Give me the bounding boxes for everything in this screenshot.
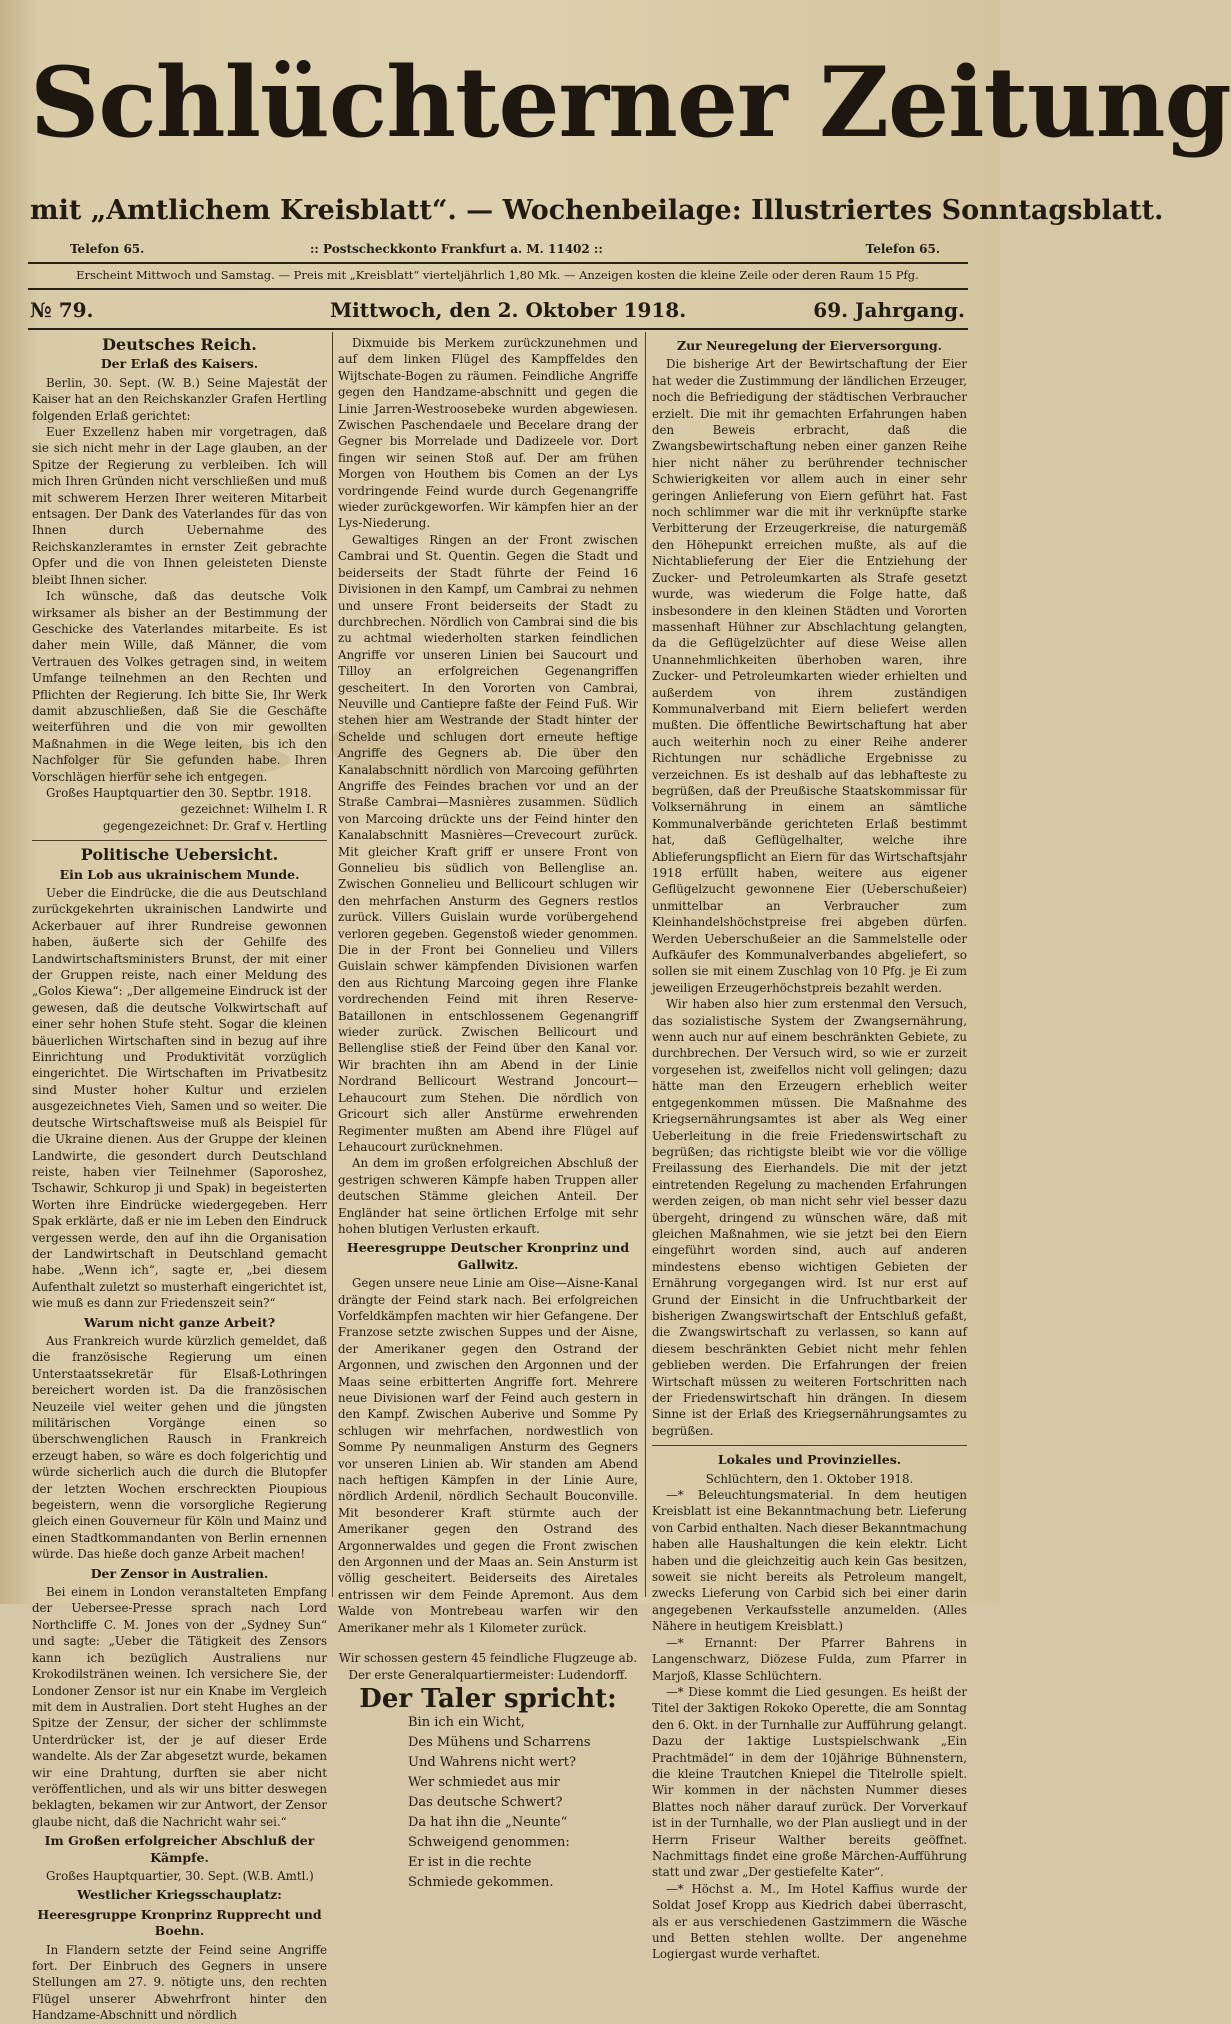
issue-date: Mittwoch, den 2. Oktober 1918. bbox=[330, 298, 687, 322]
phone-right: Telefon 65. bbox=[865, 242, 940, 256]
postal-account: :: Postscheckkonto Frankfurt a. M. 11402 :: bbox=[310, 242, 603, 256]
column-divider bbox=[645, 332, 646, 1597]
article-paragraph: Wir haben also hier zum erstenmal den Versuch, das sozialistische System der Zwangsernährung, wenn auch nur auf einem beschränkten Gebiete, zu durchbrechen. Der Versuch wird, so wie er zurzeit vorgesehen ist, zweifellos nicht voll gelingen; dazu hätte man den Erzeugern erheblich weiter entgegenkommen müssen. Die Maßnahme des Kriegsernährungsamtes ist aber als Weg einer Ueberleitung in die freie Friedenswirtschaft zu begrüßen; das richtigste bleibt wie vor die völlige Freilassung des Eierhandels. Die mit der jetzt eintretenden Regelung zu machenden Erfahrungen werden zeigen, ob man nicht sehr viel besser dazu übergeht, dringend zu wünschen wäre, daß mit gleichen Maßnahmen, wie sie jetzt bei den Eiern eingeführt worden sind, auch auf anderen mindestens ebenso wichtigen Gebieten der Ernährung vorgegangen wird. Ist nur erst auf Grund der Einsicht in die Unfruchtbarkeit der bisherigen Zwangswirtschaft der Entschluß gefaßt, die Zwangswirtschaft zu verlassen, so kann auf diesem beschränkten Gebiet nicht mehr fehlen geblieben werden. Die Erfahrungen der freien Wirtschaft müssen zu weiteren Fortschritten nach der Friedenswirtschaft hin drängen. In diesem Sinne ist der Erlaß des Kriegsernährungsamtes zu begrüßen. bbox=[652, 997, 967, 1438]
poem-line: Und Wahrens nicht wert? bbox=[408, 1755, 576, 1771]
article-paragraph: Gewaltiges Ringen an der Front zwischen Cambrai und St. Quentin. Gegen die Stadt und beiderseits der Stadt führte der Feind 16 Divisionen in den Kampf, um Cambrai zu nehmen und unsere Front beiderseits der Stadt zu durchbrechen. Nördlich von Cambrai sind die bis zu achtmal wiederholten starken feindlichen Angriffe vor unseren Linien bei Saucourt und Tilloy an erfolgreichen Gegenangriffen gescheitert. In den Vororten von Cambrai, Neuville und Cantiepre faßte der Feind Fuß. Wir stehen hier am Westrande der Stadt hinter der Schelde und schlugen dort erneute heftige Angriffe des Gegners ab. Die über den Kanalabschnitt nördlich von Marcoing geführten Angriffe des Feindes brachen vor und an der Straße Cambrai—Masnières zusammen. Südlich von Marcoing drückte uns der Feind hinter den Kanalabschnitt Masnières—Crevecourt zurück. Mit gleicher Kraft griff er unsere Front von Gonnelieu bis südlich von Bellenglise an. Zwischen Gonnelieu und Bellicourt schlugen wir den mehrfachen Ansturm des Gegners restlos zurück. Villers Guislain wurde vorübergehend verloren gegeben. Gegenstoß wieder genommen. Die in der Front bei Gonnelieu und Villers Guislain schwer kämpfenden Divisionen warfen den aus Richtung Marcoing gegen ihre Flanke vordrechenden Feind mit ihren Reserve-Bataillonen in entschlossenem Gegenangriff wieder zurück. Zwischen Bellicourt und Bellenglise stieß der Feind über den Kanal vor. Wir brachten ihn am Abend in der Linie Nordrand Bellicourt Westrand Joncourt—Lehaucourt zum Stehen. Die nördlich von Gricourt sich aller Anstürme erwehrenden Regimenter mußten am Abend ihre Flügel auf Lehaucourt zurücknehmen. bbox=[338, 532, 638, 1154]
article-paragraph: Berlin, 30. Sept. (W. B.) Seine Majestät der Kaiser hat an den Reichskanzler Grafen Hertling folgenden Erlaß gerichtet: bbox=[32, 375, 327, 423]
flugzeuge-line: Wir schossen gestern 45 feindliche Flugzeuge ab. bbox=[338, 1651, 638, 1666]
heading-lokales: Lokales und Provinzielles. bbox=[717, 1452, 902, 1468]
separator bbox=[32, 840, 327, 841]
heading-erlass: Der Erlaß des Kaisers. bbox=[100, 356, 259, 372]
heading-deutsches-reich: Deutsches Reich. bbox=[102, 335, 257, 354]
poem-line: Da hat ihn die „Neunte“ bbox=[408, 1815, 568, 1831]
article-paragraph: Großes Hauptquartier, 30. Sept. (W.B. Amtl.) bbox=[46, 1868, 314, 1883]
heading-kronprinz: Heeresgruppe Deutscher Kronprinz und Gallwitz. bbox=[346, 1240, 630, 1272]
poem-line: Des Mühens und Scharrens bbox=[408, 1735, 591, 1751]
article-paragraph: Aus Frankreich wurde kürzlich gemeldet, daß die französische Regierung um einen Unterstaatssekretär für Elsaß-Lothringen bereichert worden ist. Da die französischen Neuzeile viel weiter gehen und die jüngsten militärischen Vorgänge einen so überschwenglichen Rausch in Frankreich erzeugt haben, so wäre es doch folgerichtig und würde sicherlich auch die durch die Blutopfer der letzten Wochen erschreckten Pioupious begeistern, wenn die vorsorgliche Regierung gleich einen Gouverneur für Köln und Mainz und einen Stadtkommandanten von Berlin ernennen würde. Das hieße doch ganze Arbeit machen! bbox=[32, 1333, 327, 1562]
signature-line: Großes Hauptquartier den 30. Septbr. 1918. bbox=[46, 785, 312, 800]
article-paragraph: —* Diese kommt die Lied gesungen. Es heißt der Titel der 3aktigen Rokoko Operette, die am Sonntag den 6. Okt. in der Turnhalle zur Aufführung gelangt. Dazu der 1aktige Lustspielschwank „Ein Prachtmädel“ in dem der 10jährige Bühnenstern, die kleine Trautchen Kniepel die Titelrolle spielt. Wir kommen in der nächsten Nummer dieses Blattes noch näher darauf zurück. Der Vorverkauf ist in der Turnhalle, wo der Plan ausliegt und in der Herrn Friseur Walther bereits geöffnet. Nachmittags findet eine große Märchen-Aufführung statt und zwar „Der gestiefelte Kater“. bbox=[652, 1684, 967, 1880]
article-paragraph: Ich wünsche, daß das deutsche Volk wirksamer als bisher an der Bestimmung der Geschicke des Vaterlandes mitarbeite. Es ist daher mein Wille, daß Männer, die vom Vertrauen des Volkes getragen sind, in weitem Umfange teilnehmen an den Rechten und Pflichten der Regierung. Ich bitte Sie, Ihr Werk damit abzuschließen, daß Sie die Geschäfte weiterführen und die von mir gewollten Maßnahmen in die Wege leiten, bis ich den Nachfolger für Sie gefunden habe. Ihren Vorschlägen hierfür sehe ich entgegen. bbox=[32, 589, 327, 784]
signature-line: gezeichnet: Wilhelm I. R bbox=[180, 802, 327, 817]
phone-left: Telefon 65. bbox=[70, 242, 145, 256]
ludendorff-line: Der erste Generalquartiermeister: Ludendorff. bbox=[348, 1667, 628, 1682]
heading-arbeit: Warum nicht ganze Arbeit? bbox=[83, 1314, 276, 1330]
article-paragraph: Euer Exzellenz haben mir vorgetragen, daß sie sich nicht mehr in der Lage glauben, an der Spitze der Regierung zu verbleiben. Ich will mich Ihren Gründen nicht verschließen und muß mit schwerem Herzen Ihrer weiteren Mitarbeit entsagen. Der Dank des Vaterlandes für das von Ihnen durch Uebernahme des Reichskanzleramtes in ernster Zeit gebrachte Opfer und die von Ihnen geleisteten Dienste bleibt Ihnen sicher. bbox=[32, 425, 327, 587]
column-3 bbox=[652, 335, 967, 1962]
article-paragraph: Die bisherige Art der Bewirtschaftung der Eier hat weder die Zustimmung der ländlichen Erzeuger, noch die Befriedigung der städtischen Verbraucher erzielt. Die mit ihr gemachten Erfahrungen haben den Beweis erbracht, daß die Zwangsbewirtschaftung neben einer ganzen Reihe hier nicht näher zu berührender technischer Schwierigkeiten vor allem auch in einer sehr geringen Anlieferung von Eiern geführt hat. Fast noch schlimmer war die mit ihr verknüpfte starke Verbitterung der Erzeugerkreise, die naturgemäß den Höhepunkt erreichen mußte, als auf die Nichtablieferung der Eier die Entziehung der Zucker- und Petroleumkarten als Strafe gesetzt wurde, was wiederum die Folge hatte, daß insbesondere in den kleinen Städten und Vororten massenhaft Hühner zur Abschlachtung gelangten, da die Geflügelzüchter auf diese Weise allen Unannehmlichkeiten überhoben waren, ihre Zucker- und Petroleumkarten wieder erhielten und außerdem von ihrem zuständigen Kommunalverband mit Eiern beliefert werden mußten. Die öffentliche Bewirtschaftung hat aber auch weiterhin noch zu einer Reihe anderer Richtungen nur schädliche Ergebnisse zu verzeichnen. Es ist deshalb auf das lebhafteste zu begrüßen, daß der Preußische Staatskommissar für Volksernährung in einem an sämtliche Kommunalverbände gerichteten Erlaß bestimmt hat, daß Geflügelhalter, welche ihre Ablieferungspflicht an Eiern für das Wirtschaftsjahr 1918 erfüllt haben, weitere aus eigener Geflügelzucht gewonnene Eier (Ueberschußeier) unmittelbar an Verbraucher zum Kleinhandelshöchstpreise frei abgeben dürfen. Werden Ueberschußeier an die Sammelstelle oder Aufkäufer des Kommunalverbandes abgeliefert, so sollen sie mit einem Zuschlag von 10 Pfg. je Ei zum jeweiligen Erzeugerhöchstpreis bezahlt werden. bbox=[652, 357, 967, 995]
article-paragraph: Dixmuide bis Merkem zurückzunehmen und auf dem linken Flügel des Kampffeldes den Wijtschate-Bogen zu räumen. Feindliche Angriffe gegen den Handzame-abschnitt und gegen die Linie Jarren-Westroosebeke wurden abgewiesen. Zwischen Paschendaele und Becelare drang der Gegner bis Morrelade und Dadizeele vor. Dort fingen wir seinen Stoß auf. Der am frühen Morgen von Houthem bis Comen an der Lys vordringende Feind wurde durch Gegenangriffe wieder zurückgeworfen. Wir kämpfen hier an der Lys-Niederung. bbox=[338, 336, 638, 531]
info-row bbox=[60, 242, 940, 262]
heading-abschluss: Im Großen erfolgreicher Abschluß der Kämpfe. bbox=[44, 1833, 315, 1865]
poem-line: Das deutsche Schwert? bbox=[408, 1795, 563, 1811]
article-paragraph: —* Ernannt: Der Pfarrer Bahrens in Langenschwarz, Diözese Fulda, zum Pfarrer in Marjoß, Klasse Schlüchtern. bbox=[652, 1635, 967, 1683]
rule-bottom bbox=[28, 328, 968, 330]
rule-top bbox=[28, 262, 968, 264]
subscription-terms: Erscheint Mittwoch und Samstag. — Preis mit „Kreisblatt“ vierteljährlich 1,80 Mk. — Anzeigen kosten die kleine Zeile oder deren Raum 15 Pfg. bbox=[76, 268, 919, 282]
article-paragraph: —* Höchst a. M., Im Hotel Kaffius wurde der Soldat Josef Kropp aus Kiedrich dabei überrascht, als er aus verschiedenen Gastzimmern die Wäsche und Betten stehlen wollte. Der angenehme Logiergast wurde verhaftet. bbox=[652, 1881, 967, 1962]
heading-politische-uebersicht: Politische Uebersicht. bbox=[80, 845, 279, 865]
article-paragraph: An dem im großen erfolgreichen Abschluß der gestrigen schweren Kämpfe haben Truppen aller deutschen Stämme gleichen Anteil. Der Engländer hat seine örtlichen Erfolge mit sehr hohen blutigen Verlusten erkauft. bbox=[338, 1156, 638, 1236]
poem-line: Schmiede gekommen. bbox=[408, 1875, 554, 1891]
separator bbox=[652, 1445, 967, 1446]
article-paragraph: Bei einem in London veranstalteten Empfang der Uebersee-Presse sprach nach Lord Northcliffe C. M. Jones von der „Sydney Sun“ und sagte: „Ueber die Tätigkeit des Zensors kann ich bezüglich Australiens nur Krokodilstränen weinen. Ich versichere Sie, der Londoner Zensor ist nur ein Knabe im Vergleich mit dem in Australien. Dort steht Hughes an der Spitze der Zensur, der sicher der schlimmste Unterdrücker ist, der je auf dieser Erde wandelte. Als der Zar abgesetzt wurde, bekamen wir eine Drahtung, durften sie aber nicht veröffentlichen, und als wir uns bitter deswegen beklagten, bekamen wir zur Antwort, der Zensor glaube nicht, daß die Nachricht wahr sei.“ bbox=[32, 1585, 327, 1829]
volume: 69. Jahrgang. bbox=[813, 298, 965, 322]
column-1 bbox=[32, 335, 327, 2023]
dateline: Schlüchtern, den 1. Oktober 1918. bbox=[705, 1471, 914, 1486]
column-divider bbox=[332, 332, 333, 1597]
masthead-title: Schlüchterner Zeitung bbox=[30, 46, 1231, 159]
heading-zensor: Der Zensor in Australien. bbox=[90, 1565, 269, 1581]
poem-line: Wer schmiedet aus mir bbox=[408, 1775, 560, 1791]
masthead-subtitle: mit „Amtlichem Kreisblatt“. — Wochenbeilage: Illustriertes Sonntagsblatt. bbox=[30, 195, 1164, 226]
poem-title: Der Taler spricht: bbox=[359, 1683, 617, 1714]
article-paragraph: In Flandern setzte der Feind seine Angriffe fort. Der Einbruch des Gegners in unsere Stellungen am 27. 9. nötigte uns, den rechten Flügel unserer Abwehrfront hinter den Handzame-Abschnitt und nördlich bbox=[32, 1942, 327, 2023]
heading-eierversorgung: Zur Neuregelung der Eierversorgung. bbox=[676, 338, 943, 353]
heading-westlicher: Westlicher Kriegsschauplatz: bbox=[77, 1887, 282, 1903]
article-paragraph: Gegen unsere neue Linie am Oise—Aisne-Kanal drängte der Feind stark nach. Bei erfolgreichen Vorfeldkämpfen machten wir hier Gefangene. Der Franzose setzte zwischen Suppes und der Aisne, der Amerikaner gegen den Ostrand der Argonnen, und zwischen den Argonnen und der Maas seine erbitterten Angriffe fort. Mehrere neue Divisionen warf der Feind auch gestern in den Kampf. Zwischen Auberive und Somme Py schlugen wir mehrfachen, nordwestlich von Somme Py neunmaligen Ansturm des Gegners vor unseren Linien ab. Wir standen am Abend nach heftigen Kämpfen in der Linie Aure, nördlich Ardenil, nördlich Sechault Bouconville. Mit besonderer Kraft stürmte auch der Amerikaner gegen den Ostrand des Argonnerwaldes und gegen die Front zwischen den Argonnen und der Maas an. Sein Ansturm ist völlig gescheitert. Beiderseits des Airetales entrissen wir dem Feinde Apremont. Aus dem Walde von Montrebeau warfen wir den Amerikaner mehr als 1 Kilometer zurück. bbox=[338, 1276, 638, 1635]
article-paragraph: —* Beleuchtungsmaterial. In dem heutigen Kreisblatt ist eine Bekanntmachung betr. Lieferung von Carbid enthalten. Nach dieser Bekanntmachung haben alle Haushaltungen die kein elektr. Licht haben und die gleichzeitig auch kein Gas besitzen, soweit sie nicht bereits als Petroleum mangelt, zwecks Lieferung von Carbid sich bei einer darin angegebenen Verkaufsstelle anzumelden. (Alles Nähere in heutigem Kreisblatt.) bbox=[652, 1488, 967, 1634]
heading-lob: Ein Lob aus ukrainischem Munde. bbox=[59, 866, 300, 882]
poem bbox=[338, 1713, 638, 1893]
rule-mid bbox=[28, 288, 968, 290]
issue-row bbox=[30, 298, 965, 328]
heading-heeresgruppe: Heeresgruppe Kronprinz Rupprecht und Boehn. bbox=[37, 1906, 322, 1939]
issue-number: № 79. bbox=[30, 298, 94, 322]
column-2 bbox=[338, 335, 638, 1891]
poem-line: Schweigend genommen: bbox=[408, 1835, 570, 1851]
poem-line: Bin ich ein Wicht, bbox=[408, 1715, 525, 1731]
signature-line: gegengezeichnet: Dr. Graf v. Hertling bbox=[102, 818, 327, 833]
poem-line: Er ist in die rechte bbox=[408, 1855, 532, 1871]
article-paragraph: Ueber die Eindrücke, die die aus Deutschland zurückgekehrten ukrainischen Landwirte und Ackerbauer auf ihrer Rundreise gewonnen haben, äußerte sich der Gehilfe des Landwirtschaftsministers Brunst, der mit einer der Gruppen reiste, nach einer Meldung des „Golos Kiewa“: „Der allgemeine Eindruck ist der gewesen, daß die deutsche Volkwirtschaft auf einer sehr hohen Stufe steht. Sogar die kleinen bäuerlichen Wirtschaften sind in bezug auf ihre Einrichtung und Produktivität vorzüglich eingerichtet. Die Wirtschaften im Privatbesitz sind Muster hoher Kultur und erzielen ausgezeichnetes Vieh, Samen und so weiter. Die deutsche Wirtschaftsweise muß als Beispiel für die Ukraine dienen. Aus der Gruppe der kleinen Landwirte, die gesondert durch Deutschland reiste, haben vier Teilnehmer (Saporoshez, Tschawir, Schkurop ji und Spak) in begeisterten Worten ihre Eindrücke wiedergegeben. Herr Spak erklärte, daß er nie im Leben den Eindruck vergessen werde, den auf ihn die Organisation der Landwirtschaft in Deutschland gemacht habe. „Wenn ich“, sagte er, „bei diesem Aufenthalt zuletzt so musterhaft eingerichtet ist, wie muß es dann zur Friedenszeit sein?“ bbox=[32, 886, 327, 1311]
